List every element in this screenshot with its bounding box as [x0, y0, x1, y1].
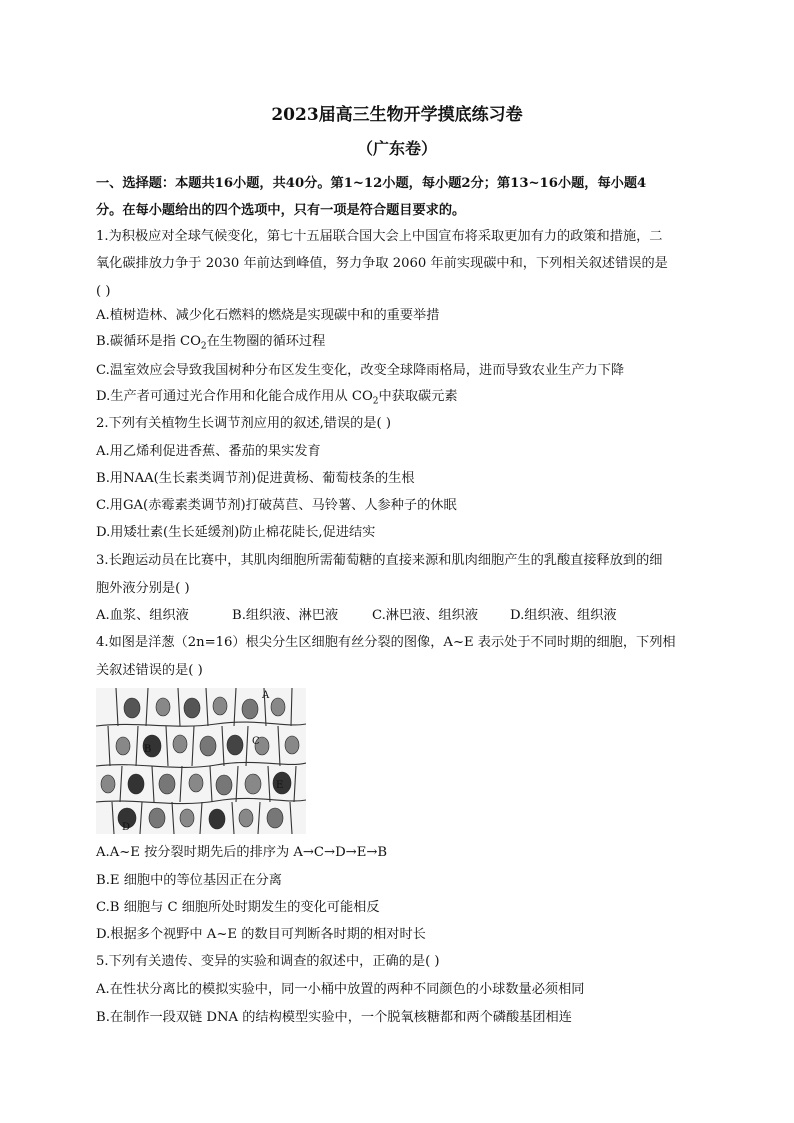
page-title: 2023届高三生物开学摸底练习卷: [271, 105, 523, 125]
onion-root-tip-micrograph: [96, 688, 306, 834]
q1-option-a: A.植树造林、减少化石燃料的燃烧是实现碳中和的重要举措: [96, 308, 440, 323]
q4-stem-line1: 4.如图是洋葱（2n=16）根尖分生区细胞有丝分裂的图像，A~E 表示处于不同时期的细胞，下列相: [96, 635, 676, 650]
q1-option-c: C.温室效应会导致我国树种分布区发生变化，改变全球降雨格局，进而导致农业生产力下降: [96, 363, 625, 378]
q3-stem-line1: 3.长跑运动员在比赛中，其肌肉细胞所需葡萄糖的直接来源和肌肉细胞产生的乳酸直接释放到的细: [96, 553, 663, 568]
q5-option-b: B.在制作一段双链 DNA 的结构模型实验中，一个脱氧核糖都和两个磷酸基团相连: [96, 1010, 572, 1025]
q3-options: [96, 607, 706, 625]
section-heading-line1: 一、选择题：本题共16小题，共40分。第1~12小题，每小题2分；第13~16小题，每小题4: [96, 176, 647, 191]
section-heading-line2: 分。在每小题给出的四个选项中，只有一项是符合题目要求的。: [96, 203, 466, 218]
fig-label-d: D: [122, 822, 131, 833]
q3-option-b: B.组织液、淋巴液: [232, 608, 339, 623]
q2-option-b: B.用NAA(生长素类调节剂)促进黄杨、葡萄枝条的生根: [96, 471, 415, 486]
q2-option-c: C.用GA(赤霉素类调节剂)打破莴苣、马铃薯、人参种子的休眠: [96, 498, 457, 513]
q1-stem-line2: 氧化碳排放力争于 2030 年前达到峰值，努力争取 2060 年前实现碳中和，下列相关叙述错误的是: [96, 256, 668, 271]
q3-stem-line2: 胞外液分别是( ): [96, 581, 190, 596]
q2-stem: 2.下列有关植物生长调节剂应用的叙述,错误的是( ): [96, 416, 392, 431]
fig-label-b: B: [144, 744, 152, 755]
fig-label-e: E: [276, 780, 284, 791]
q4-option-b: B.E 细胞中的等位基因正在分离: [96, 873, 282, 888]
q1-stem-line1: 1.为积极应对全球气候变化，第七十五届联合国大会上中国宣布将采取更加有力的政策和措施，二: [96, 229, 663, 244]
page-subtitle: （广东卷）: [356, 139, 437, 158]
q3-option-a: A.血浆、组织液: [96, 608, 189, 623]
q4-option-c: C.B 细胞与 C 细胞所处时期发生的变化可能相反: [96, 900, 380, 915]
q5-option-a: A.在性状分离比的模拟实验中，同一小桶中放置的两种不同颜色的小球数量必须相同: [96, 982, 585, 997]
q4-option-d: D.根据多个视野中 A~E 的数目可判断各时期的相对时长: [96, 927, 426, 942]
q1-option-d: D.生产者可通过光合作用和化能合成作用从 $CO_2$中获取碳元素: [96, 389, 458, 407]
q2-option-a: A.用乙烯利促进香蕉、番茄的果实发育: [96, 444, 321, 459]
q3-option-c: C.淋巴液、组织液: [372, 608, 479, 623]
fig-label-c: C: [252, 736, 260, 747]
q5-stem: 5.下列有关遗传、变异的实验和调查的叙述中，正确的是( ): [96, 954, 440, 969]
q3-option-d: D.组织液、组织液: [510, 608, 617, 623]
q4-option-a: A.A~E 按分裂时期先后的排序为 A→C→D→E→B: [96, 845, 388, 860]
fig-label-a: A: [262, 690, 270, 701]
q4-stem-line2: 关叙述错误的是( ): [96, 663, 203, 678]
q1-option-b: B.碳循环是指 $CO_2$在生物圈的循环过程: [96, 334, 326, 352]
q1-stem-line3: ( ): [96, 284, 111, 299]
q2-option-d: D.用矮壮素(生长延缓剂)防止棉花陡长,促进结实: [96, 525, 376, 540]
